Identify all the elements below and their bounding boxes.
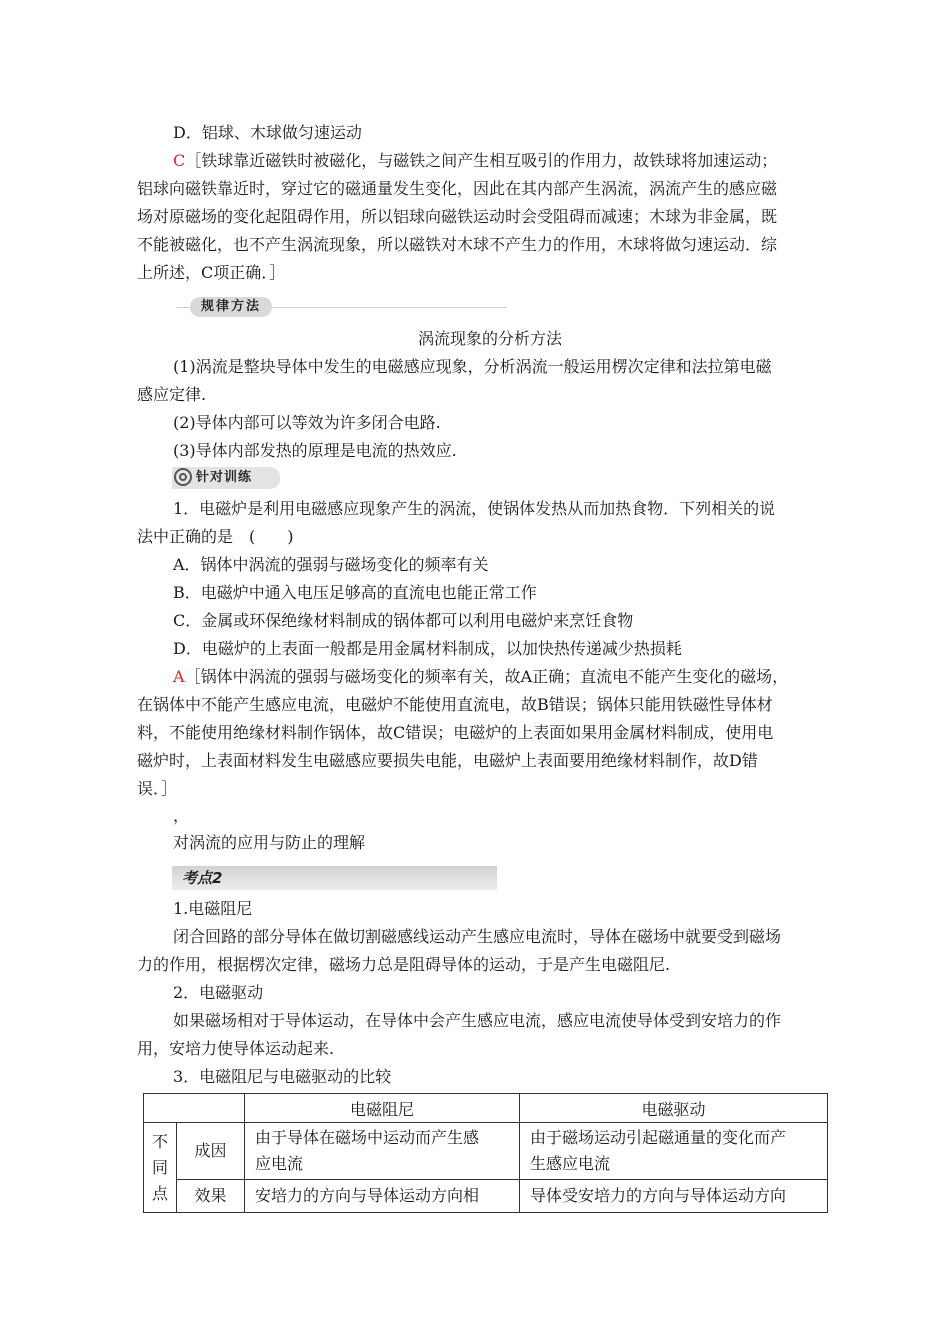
- method-line: (1)涡流是整块导体中发生的电磁感应现象，分析涡流一般运用楞次定律和法拉第电磁: [173, 357, 772, 376]
- header-driving: 电磁驱动: [520, 1094, 828, 1123]
- explanation-line: 在锅体中不能产生感应电流，电磁炉不能使用直流电，故B错误；锅体只能用铁磁性导体材: [137, 695, 773, 714]
- cell-damping-effect: 安培力的方向与导体运动方向相: [245, 1180, 520, 1213]
- explanation-line: 磁炉时，上表面材料发生电磁感应要损失电能，电磁炉上表面要用绝缘材料制作，故D错: [137, 751, 758, 770]
- category-cause: 成因: [177, 1123, 245, 1180]
- option-c: C．金属或环保绝缘材料制成的锅体都可以利用电磁炉来烹饪食物: [173, 611, 634, 630]
- comparison-table: [143, 1093, 828, 1213]
- cell-text: 由于磁场运动引起磁通量的变化而产: [530, 1128, 787, 1147]
- body-line: 用，安培力使导体运动起来.: [137, 1039, 335, 1058]
- body-line: 3．电磁阻尼与电磁驱动的比较: [173, 1067, 392, 1086]
- question-line: 1．电磁炉是利用电磁感应现象产生的涡流，使锅体发热从而加热食物．下列相关的说: [173, 499, 776, 518]
- table-row: [144, 1180, 828, 1213]
- key-point-banner: [172, 866, 497, 890]
- answer-explanation-line: [173, 151, 777, 171]
- practice-label: 针对训练: [196, 470, 253, 485]
- explanation-line: 铝球向磁铁靠近时，穿过它的磁通量发生变化，因此在其内部产生涡流，涡流产生的感应磁: [137, 179, 778, 198]
- cell-driving-effect: 导体受安培力的方向与导体运动方向: [520, 1180, 828, 1213]
- answer-letter: C: [173, 151, 186, 170]
- explanation-line: 料，不能使用绝缘材料制作锅体，故C错误；电磁炉的上表面如果用金属材料制成，使用电: [137, 723, 774, 742]
- target-icon: [174, 468, 192, 486]
- side-label-char: 同: [151, 1157, 168, 1177]
- key-point-label: 考点2: [182, 869, 223, 887]
- body-line: 1.电磁阻尼: [173, 899, 253, 918]
- practice-banner: [172, 467, 280, 489]
- method-line: (2)导体内部可以等效为许多闭合电路.: [173, 413, 441, 432]
- explanation-text: ［铁球靠近磁铁时被磁化，与磁铁之间产生相互吸引的作用力，故铁球将加速运动；: [185, 151, 778, 170]
- option-b: B．电磁炉中通入电压足够高的直流电也能正常工作: [173, 583, 537, 602]
- table-corner-cell: [144, 1094, 245, 1123]
- stray-comma: ，: [173, 806, 190, 825]
- explanation-line: 场对原磁场的变化起阻碍作用，所以铝球向磁铁运动时会受阻碍而减速；木球为非金属，既: [137, 207, 778, 226]
- cell-text: 生感应电流: [530, 1154, 611, 1173]
- option-d-line: D．铝球、木球做匀速运动: [173, 123, 362, 142]
- rule-method-label: 规律方法: [190, 297, 272, 317]
- method-line: 感应定律.: [137, 385, 207, 404]
- body-line: 闭合回路的部分导体在做切割磁感线运动产生感应电流时，导体在磁场中就要受到磁场: [173, 927, 782, 946]
- rule-method-banner: [176, 295, 506, 319]
- header-damping: 电磁阻尼: [245, 1094, 520, 1123]
- table-row: [144, 1123, 828, 1180]
- cell-damping-cause: [245, 1123, 520, 1180]
- method-line: (3)导体内部发热的原理是电流的热效应.: [173, 441, 457, 460]
- category-effect: 效果: [177, 1180, 245, 1213]
- option-a: A．锅体中涡流的强弱与磁场变化的频率有关: [173, 555, 489, 574]
- body-line: 如果磁场相对于导体运动，在导体中会产生感应电流，感应电流使导体受到安培力的作: [173, 1011, 782, 1030]
- cell-text: 应电流: [255, 1154, 304, 1173]
- body-line: 力的作用，根据楞次定律，磁场力总是阻碍导体的运动，于是产生电磁阻尼.: [137, 955, 671, 974]
- table-header-row: [144, 1094, 828, 1123]
- cell-text: 由于导体在磁场中运动而产生感: [255, 1128, 480, 1147]
- answer-explanation-line: [173, 667, 788, 687]
- cell-driving-cause: [520, 1123, 828, 1180]
- explanation-line: 上所述，C项正确．］: [137, 263, 286, 282]
- section-title: 对涡流的应用与防止的理解: [173, 833, 366, 852]
- question-line: 法中正确的是 ( ): [137, 527, 294, 546]
- explanation-text: ［锅体中涡流的强弱与磁场变化的频率有关，故A正确；直流电不能产生变化的磁场，: [184, 667, 789, 686]
- method-title: 涡流现象的分析方法: [418, 329, 563, 348]
- side-label-char: 点: [151, 1183, 168, 1203]
- side-label-char: 不: [151, 1131, 168, 1151]
- explanation-line: 不能被磁化，也不产生涡流现象，所以磁铁对木球不产生力的作用，木球将做匀速运动．综: [137, 235, 778, 254]
- side-label-cell: [144, 1123, 177, 1213]
- answer-letter: A: [173, 667, 185, 686]
- body-line: 2．电磁驱动: [173, 983, 264, 1002]
- explanation-line: 误．］: [137, 779, 178, 798]
- option-d: D．电磁炉的上表面一般都是用金属材料制成，以加快热传递减少热损耗: [173, 639, 682, 658]
